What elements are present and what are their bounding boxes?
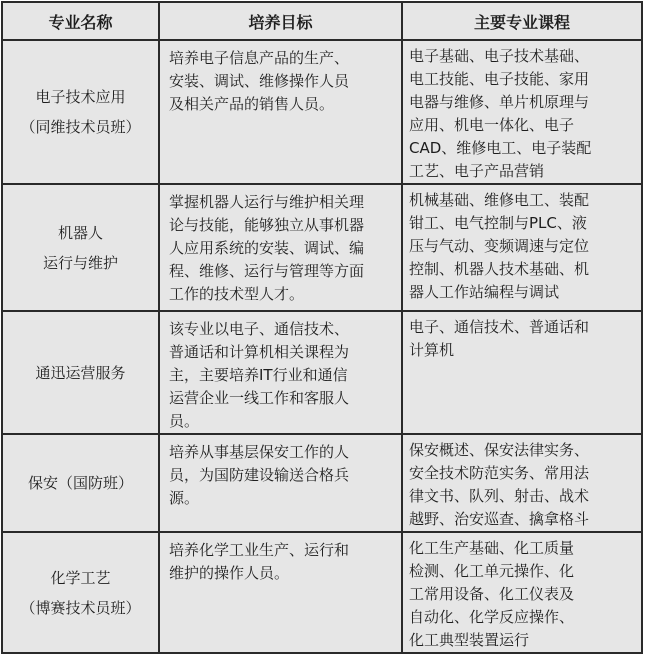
text-line: 自动化、化学反应操作、 <box>409 608 575 626</box>
text-line: 应用、机电一体化、电子 <box>409 116 575 134</box>
text-line: 工常用设备、化工仪表及 <box>409 585 575 603</box>
table-row <box>2 40 642 184</box>
text-line: 计算机 <box>409 341 455 359</box>
courses-cell <box>402 434 642 532</box>
text-line: 运行与维护 <box>42 253 118 272</box>
table-header-row <box>2 2 642 40</box>
text-line: 电子基础、电子技术基础、 <box>409 47 590 65</box>
text-line: 培养化学工业生产、运行和 <box>169 541 350 559</box>
text-line: （博赛技术员班） <box>20 598 141 617</box>
text-line: 工作的技术型人才。 <box>169 285 305 303</box>
text-line: 论与技能，能够独立从事机器 <box>169 216 365 234</box>
major-name-cell <box>2 434 159 532</box>
text-line: 员，为国防建设输送合格兵 <box>169 466 350 484</box>
text-line: 程、维修、运行与管理等方面 <box>169 262 365 280</box>
training-goal-cell <box>159 434 402 532</box>
text-line: 及相关产品的销售人员。 <box>169 95 335 113</box>
text-line: 安装、调试、维修操作人员 <box>169 72 350 90</box>
text-line: 电器与维修、单片机原理与 <box>409 93 590 111</box>
text-line: 越野、治安巡查、擒拿格斗 <box>409 510 590 528</box>
text-line: 培养电子信息产品的生产、 <box>169 49 350 67</box>
text-line: 源。 <box>169 489 200 507</box>
text-line: 安全技术防范实务、常用法 <box>409 464 590 482</box>
text-line: 电工技能、电子技能、家用 <box>409 70 590 88</box>
text-line: 普通话和计算机相关课程为 <box>169 343 350 361</box>
text-line: 维护的操作人员。 <box>169 564 290 582</box>
text-line: 钳工、电气控制与PLC、液 <box>409 214 587 232</box>
text-line: 掌握机器人运行与维护相关理 <box>169 193 365 211</box>
majors-table <box>1 1 643 654</box>
text-line: 压与气动、变频调速与定位 <box>409 237 590 255</box>
text-line: 器人工作站编程与调试 <box>409 283 560 301</box>
text-line: 员。 <box>169 412 200 430</box>
text-line: 培养从事基层保安工作的人 <box>169 443 350 461</box>
training-goal-cell <box>159 532 402 653</box>
training-goal-cell <box>159 184 402 311</box>
courses-cell <box>402 40 642 184</box>
text-line: 律文书、队列、射击、战术 <box>409 487 590 505</box>
table-row <box>2 311 642 434</box>
table-row <box>2 532 642 653</box>
courses-cell <box>402 311 642 434</box>
text-line: 机械基础、维修电工、装配 <box>409 191 590 209</box>
courses-cell <box>402 532 642 653</box>
table-row <box>2 184 642 311</box>
major-name-cell <box>2 311 159 434</box>
text-line: 通迅运营服务 <box>35 363 126 382</box>
text-line: （同维技术员班） <box>20 118 141 136</box>
major-name-cell <box>2 184 159 311</box>
text-line: 电子、通信技术、普通话和 <box>409 318 590 336</box>
text-line: 机器人 <box>57 223 103 242</box>
major-name-cell <box>2 532 159 653</box>
table-row <box>2 434 642 532</box>
text-line: 化工典型装置运行 <box>409 631 530 649</box>
text-line: 保安概述、保安法律实务、 <box>409 441 590 459</box>
text-line: 人应用系统的安装、调试、编 <box>169 239 365 257</box>
text-line: 工艺、电子产品营销 <box>409 162 545 180</box>
text-line: 运营企业一线工作和客服人 <box>169 389 350 407</box>
text-line: 主，主要培养IT行业和通信 <box>169 366 348 384</box>
text-line: 检测、化工单元操作、化 <box>409 562 575 580</box>
header-main-courses: 主要专业课程 <box>402 2 642 40</box>
courses-cell <box>402 184 642 311</box>
text-line: 控制、机器人技术基础、机 <box>409 260 590 278</box>
text-line: 该专业以电子、通信技术、 <box>169 320 350 338</box>
major-name-cell <box>2 40 159 184</box>
text-line: 电子技术应用 <box>35 88 126 106</box>
header-training-goal: 培养目标 <box>159 2 402 40</box>
header-major-name: 专业名称 <box>2 2 159 40</box>
text-line: 化学工艺 <box>50 568 111 587</box>
text-line: 化工生产基础、化工质量 <box>409 539 575 557</box>
text-line: 保安（国防班） <box>27 474 133 492</box>
text-line: CAD、维修电工、电子装配 <box>409 139 592 157</box>
training-goal-cell <box>159 311 402 434</box>
training-goal-cell <box>159 40 402 184</box>
